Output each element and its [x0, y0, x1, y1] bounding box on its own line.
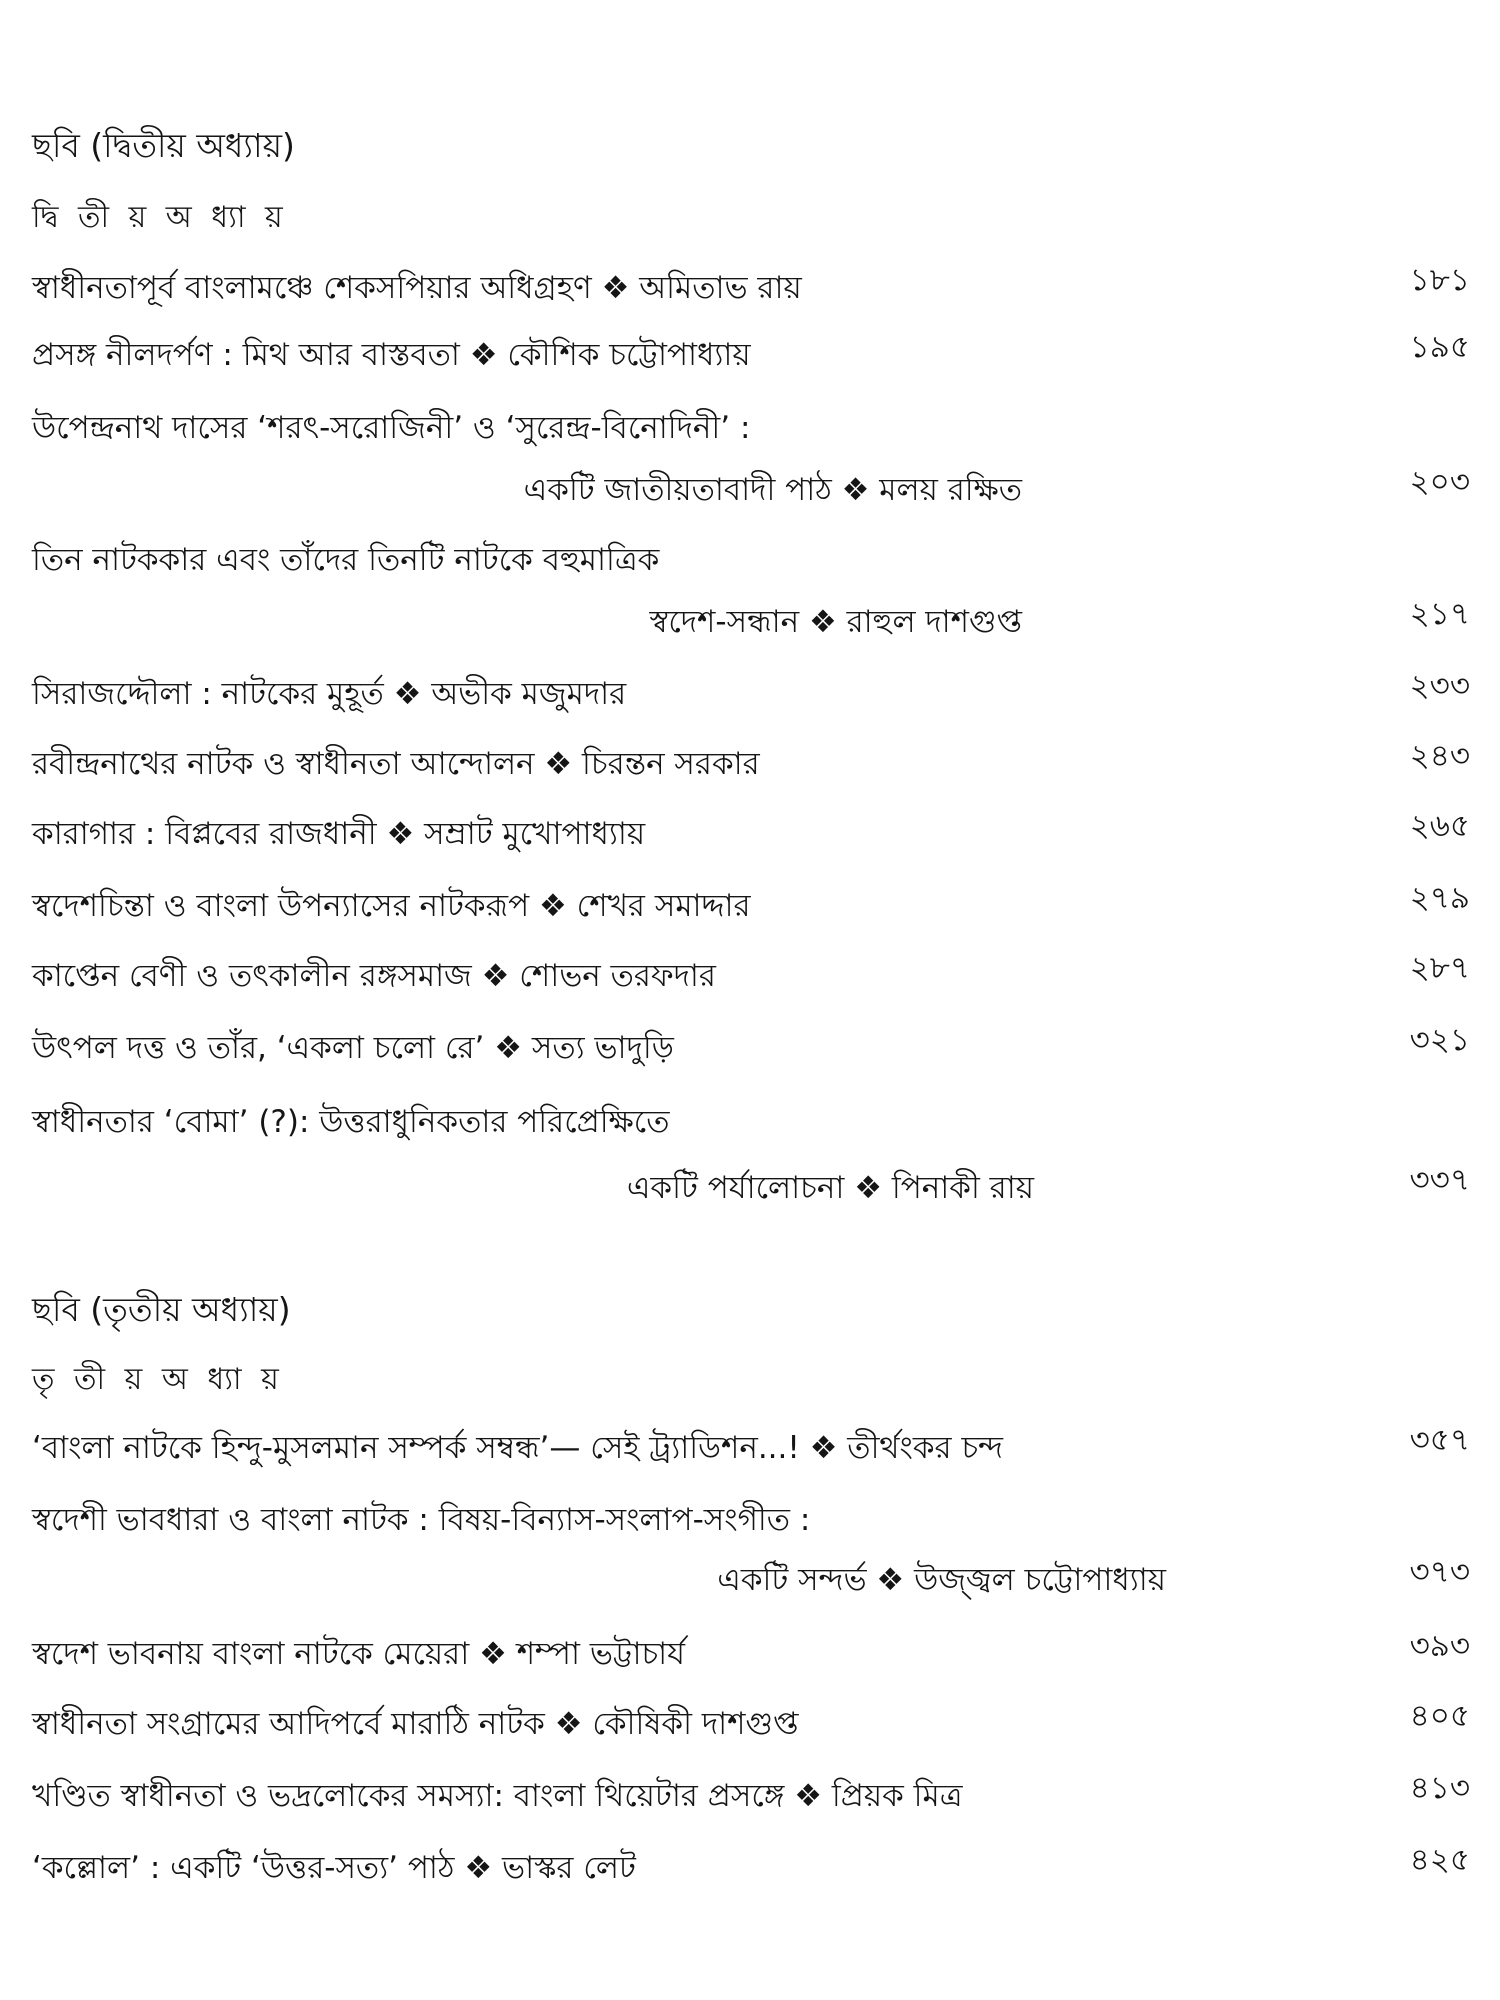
page-number: ৩৩৭: [1409, 1162, 1470, 1198]
entry-title: স্বাধীনতার ‘বোমা’ (?): উত্তরাধুনিকতার পরিপ্রেক্ষিতে: [32, 1104, 670, 1140]
page-number: ২৩৩: [1409, 668, 1470, 704]
entry-title: সিরাজদ্দৌলা : নাটকের মুহূর্ত ❖ অভীক মজুমদার: [32, 676, 627, 712]
page-number: ৩২১: [1409, 1022, 1470, 1058]
toc-entry-continuation[interactable]: [0, 594, 1500, 650]
entry-title: তিন নাটককার এবং তাঁদের তিনটি নাটকে বহুমাত্রিক: [32, 542, 660, 578]
toc-entry[interactable]: [0, 1840, 1500, 1896]
entry-title: উপেন্দ্রনাথ দাসের ‘শরৎ-সরোজিনী’ ও ‘সুরেন্দ্র-বিনোদিনী’ :: [32, 410, 751, 446]
entry-title: প্রসঙ্গ নীলদর্পণ : মিথ আর বাস্তবতা ❖ কৌশিক চট্টোপাধ্যায়: [32, 337, 751, 373]
page-number: ২৪৩: [1409, 738, 1470, 774]
entry-title-continued: স্বদেশ-সন্ধান ❖ রাহুল দাশগুপ্ত: [649, 604, 1022, 640]
entry-title-continued: একটি জাতীয়তাবাদী পাঠ ❖ মলয় রক্ষিত: [523, 472, 1022, 508]
entry-title: স্বদেশচিন্তা ও বাংলা উপন্যাসের নাটকরূপ ❖ শেখর সমাদ্দার: [32, 888, 751, 924]
entry-title: রবীন্দ্রনাথের নাটক ও স্বাধীনতা আন্দোলন ❖ চিরন্তন সরকার: [32, 746, 760, 782]
page-number: ২৬৫: [1409, 808, 1470, 844]
section-subheading: তৃ তী য় অ ধ্যা য়: [32, 1362, 284, 1397]
entry-title: স্বাধীনতাপূর্ব বাংলামঞ্চে শেকসপিয়ার অধিগ্রহণ ❖ অমিতাভ রায়: [32, 270, 802, 306]
page-number: ২৭৯: [1409, 880, 1470, 916]
entry-title: উৎপল দত্ত ও তাঁর, ‘একলা চলো রে’ ❖ সত্য ভাদুড়ি: [32, 1030, 674, 1066]
toc-entry[interactable]: [0, 666, 1500, 722]
toc-entry[interactable]: [0, 878, 1500, 934]
entry-title: ‘বাংলা নাটকে হিন্দু-মুসলমান সম্পর্ক সম্বন্ধ’— সেই ট্র্যাডিশন...! ❖ তীর্থংকর চন্দ: [32, 1430, 1004, 1466]
entry-title: খণ্ডিত স্বাধীনতা ও ভদ্রলোকের সমস্যা: বাংলা থিয়েটার প্রসঙ্গে ❖ প্রিয়ক মিত্র: [32, 1778, 963, 1814]
toc-entry-continuation[interactable]: [0, 1552, 1500, 1608]
page-number: ৪০৫: [1409, 1698, 1470, 1734]
toc-entry[interactable]: [0, 1696, 1500, 1752]
section-heading: ছবি (দ্বিতীয় অধ্যায়): [32, 126, 295, 165]
toc-entry[interactable]: [0, 1094, 1500, 1150]
entry-title: স্বাধীনতা সংগ্রামের আদিপর্বে মারাঠি নাটক ❖ কৌষিকী দাশগুপ্ত: [32, 1706, 799, 1742]
page-number: ৩৫৭: [1409, 1422, 1470, 1458]
entry-title: স্বদেশী ভাবধারা ও বাংলা নাটক : বিষয়-বিন্যাস-সংলাপ-সংগীত :: [32, 1502, 811, 1538]
page-number: ৩৭৩: [1409, 1554, 1470, 1590]
toc-entry[interactable]: [0, 400, 1500, 456]
page-number: ১৮১: [1409, 262, 1470, 298]
page-number: ৪১৩: [1409, 1770, 1470, 1806]
section-heading: ছবি (তৃতীয় অধ্যায়): [32, 1290, 291, 1329]
toc-entry[interactable]: [0, 1020, 1500, 1076]
toc-entry[interactable]: [0, 532, 1500, 588]
page-number: ২০৩: [1409, 464, 1470, 500]
toc-entry[interactable]: [0, 260, 1500, 316]
toc-entry[interactable]: [0, 948, 1500, 1004]
toc-entry[interactable]: [0, 806, 1500, 862]
page-number: ১৯৫: [1409, 329, 1470, 365]
toc-entry-continuation[interactable]: [0, 462, 1500, 518]
toc-entry-continuation[interactable]: [0, 1160, 1500, 1216]
toc-entry[interactable]: [0, 736, 1500, 792]
toc-entry[interactable]: [0, 1420, 1500, 1476]
page-number: ২১৭: [1409, 596, 1470, 632]
toc-entry[interactable]: [0, 327, 1500, 383]
toc-entry[interactable]: [0, 1492, 1500, 1548]
entry-title: কাপ্তেন বেণী ও তৎকালীন রঙ্গসমাজ ❖ শোভন তরফদার: [32, 958, 716, 994]
entry-title: ‘কল্লোল’ : একটি ‘উত্তর-সত্য’ পাঠ ❖ ভাস্কর লেট: [32, 1850, 636, 1886]
page-number: ২৮৭: [1409, 950, 1470, 986]
page-number: ৩৯৩: [1409, 1628, 1470, 1664]
entry-title: কারাগার : বিপ্লবের রাজধানী ❖ সম্রাট মুখোপাধ্যায়: [32, 816, 646, 852]
entry-title: স্বদেশ ভাবনায় বাংলা নাটকে মেয়েরা ❖ শম্পা ভট্টাচার্য: [32, 1636, 686, 1672]
section-subheading: দ্বি তী য় অ ধ্যা য়: [32, 200, 288, 235]
toc-entry[interactable]: [0, 1626, 1500, 1682]
entry-title-continued: একটি সন্দর্ভ ❖ উজ্জ্বল চট্টোপাধ্যায়: [717, 1562, 1166, 1598]
page-number: ৪২৫: [1409, 1842, 1470, 1878]
toc-entry[interactable]: [0, 1768, 1500, 1824]
entry-title-continued: একটি পর্যালোচনা ❖ পিনাকী রায়: [626, 1170, 1034, 1206]
